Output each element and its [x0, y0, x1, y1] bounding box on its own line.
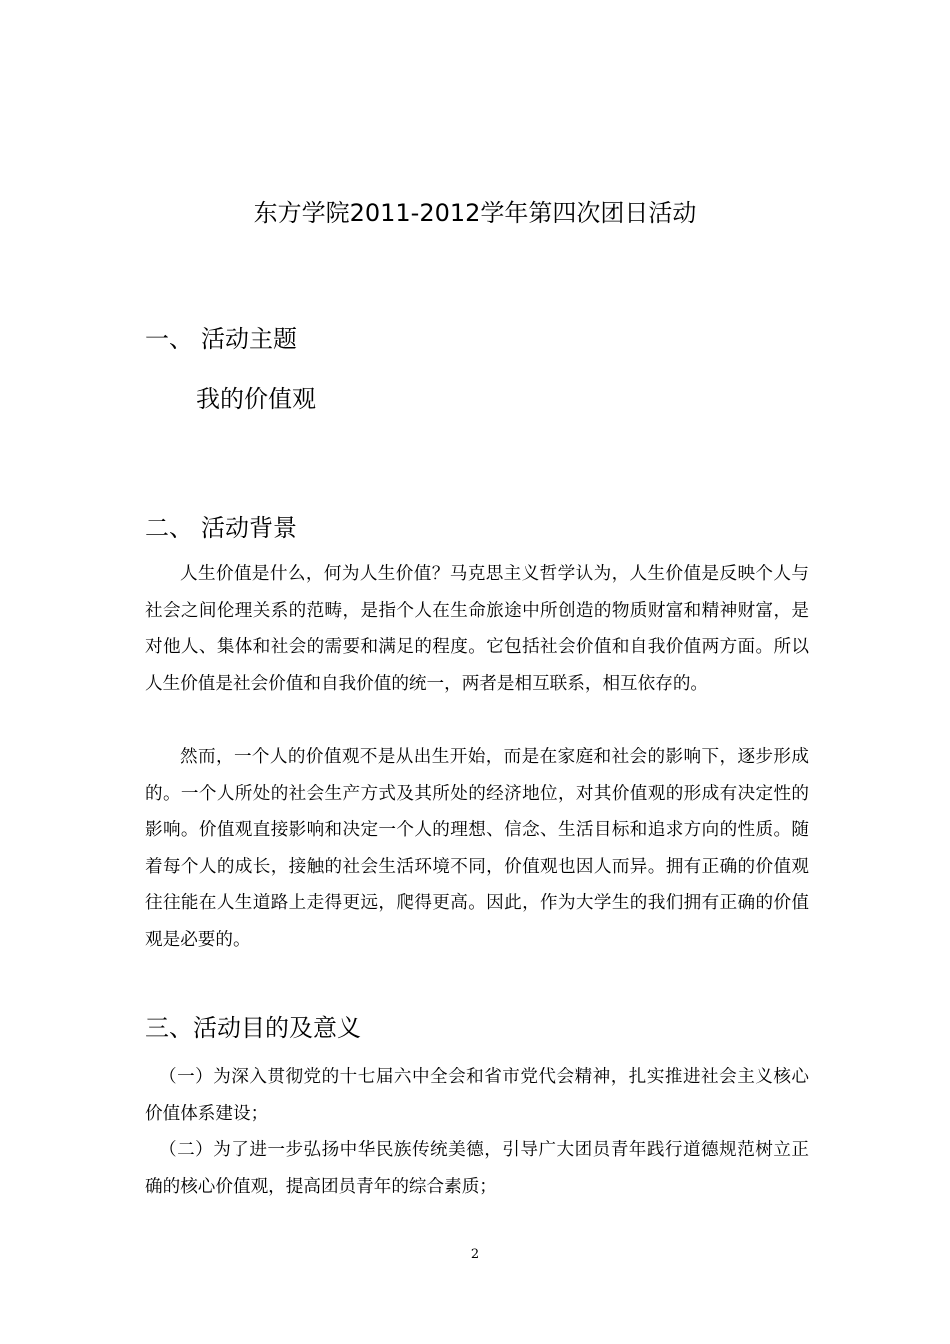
- background-paragraph-2: 然而，一个人的价值观不是从出生开始，而是在家庭和社会的影响下，逐步形成的。一个人所处的社会生产方式及其所处的经济地位，对其价值观的形成有决定性的影响。价值观直接影响和决定一个人的理想、信念、生活目标和追求方向的性质。随着每个人的成长，接触的社会生活环境不同，价值观也因人而异。拥有正确的价值观往往能在人生道路上走得更远，爬得更高。因此，作为大学生的我们拥有正确的价值观是必要的。: [145, 747, 809, 950]
- section-number: 三、: [145, 1014, 193, 1042]
- section-heading-background: [145, 511, 297, 545]
- purpose-item-1: （一）为深入贯彻党的十七届六中全会和省市党代会精神，扎实推进社会主义核心价值体系建设；: [145, 1067, 809, 1124]
- section-number: 一、: [145, 325, 193, 353]
- section-title: 活动主题: [201, 325, 297, 353]
- section-heading-theme: [145, 322, 297, 356]
- page-number: 2: [470, 1247, 480, 1262]
- purpose-item-2: （二）为了进一步弘扬中华民族传统美德，引导广大团员青年践行道德规范树立正确的核心价值观，提高团员青年的综合素质；: [145, 1140, 809, 1197]
- background-paragraph-1: 人生价值是什么，何为人生价值？马克思主义哲学认为，人生价值是反映个人与社会之间伦理关系的范畴，是指个人在生命旅途中所创造的物质财富和精神财富，是对他人、集体和社会的需要和满足的程度。它包括社会价值和自我价值两方面。所以人生价值是社会价值和自我价值的统一，两者是相互联系，相互依存的。: [145, 564, 809, 694]
- activity-theme: 我的价值观: [196, 385, 316, 413]
- section-heading-purpose: [145, 1011, 361, 1045]
- document-title: 东方学院2011-2012学年第四次团日活动: [253, 199, 697, 227]
- section-title: 活动目的及意义: [193, 1014, 361, 1042]
- section-number: 二、: [145, 514, 193, 542]
- section-title: 活动背景: [201, 514, 297, 542]
